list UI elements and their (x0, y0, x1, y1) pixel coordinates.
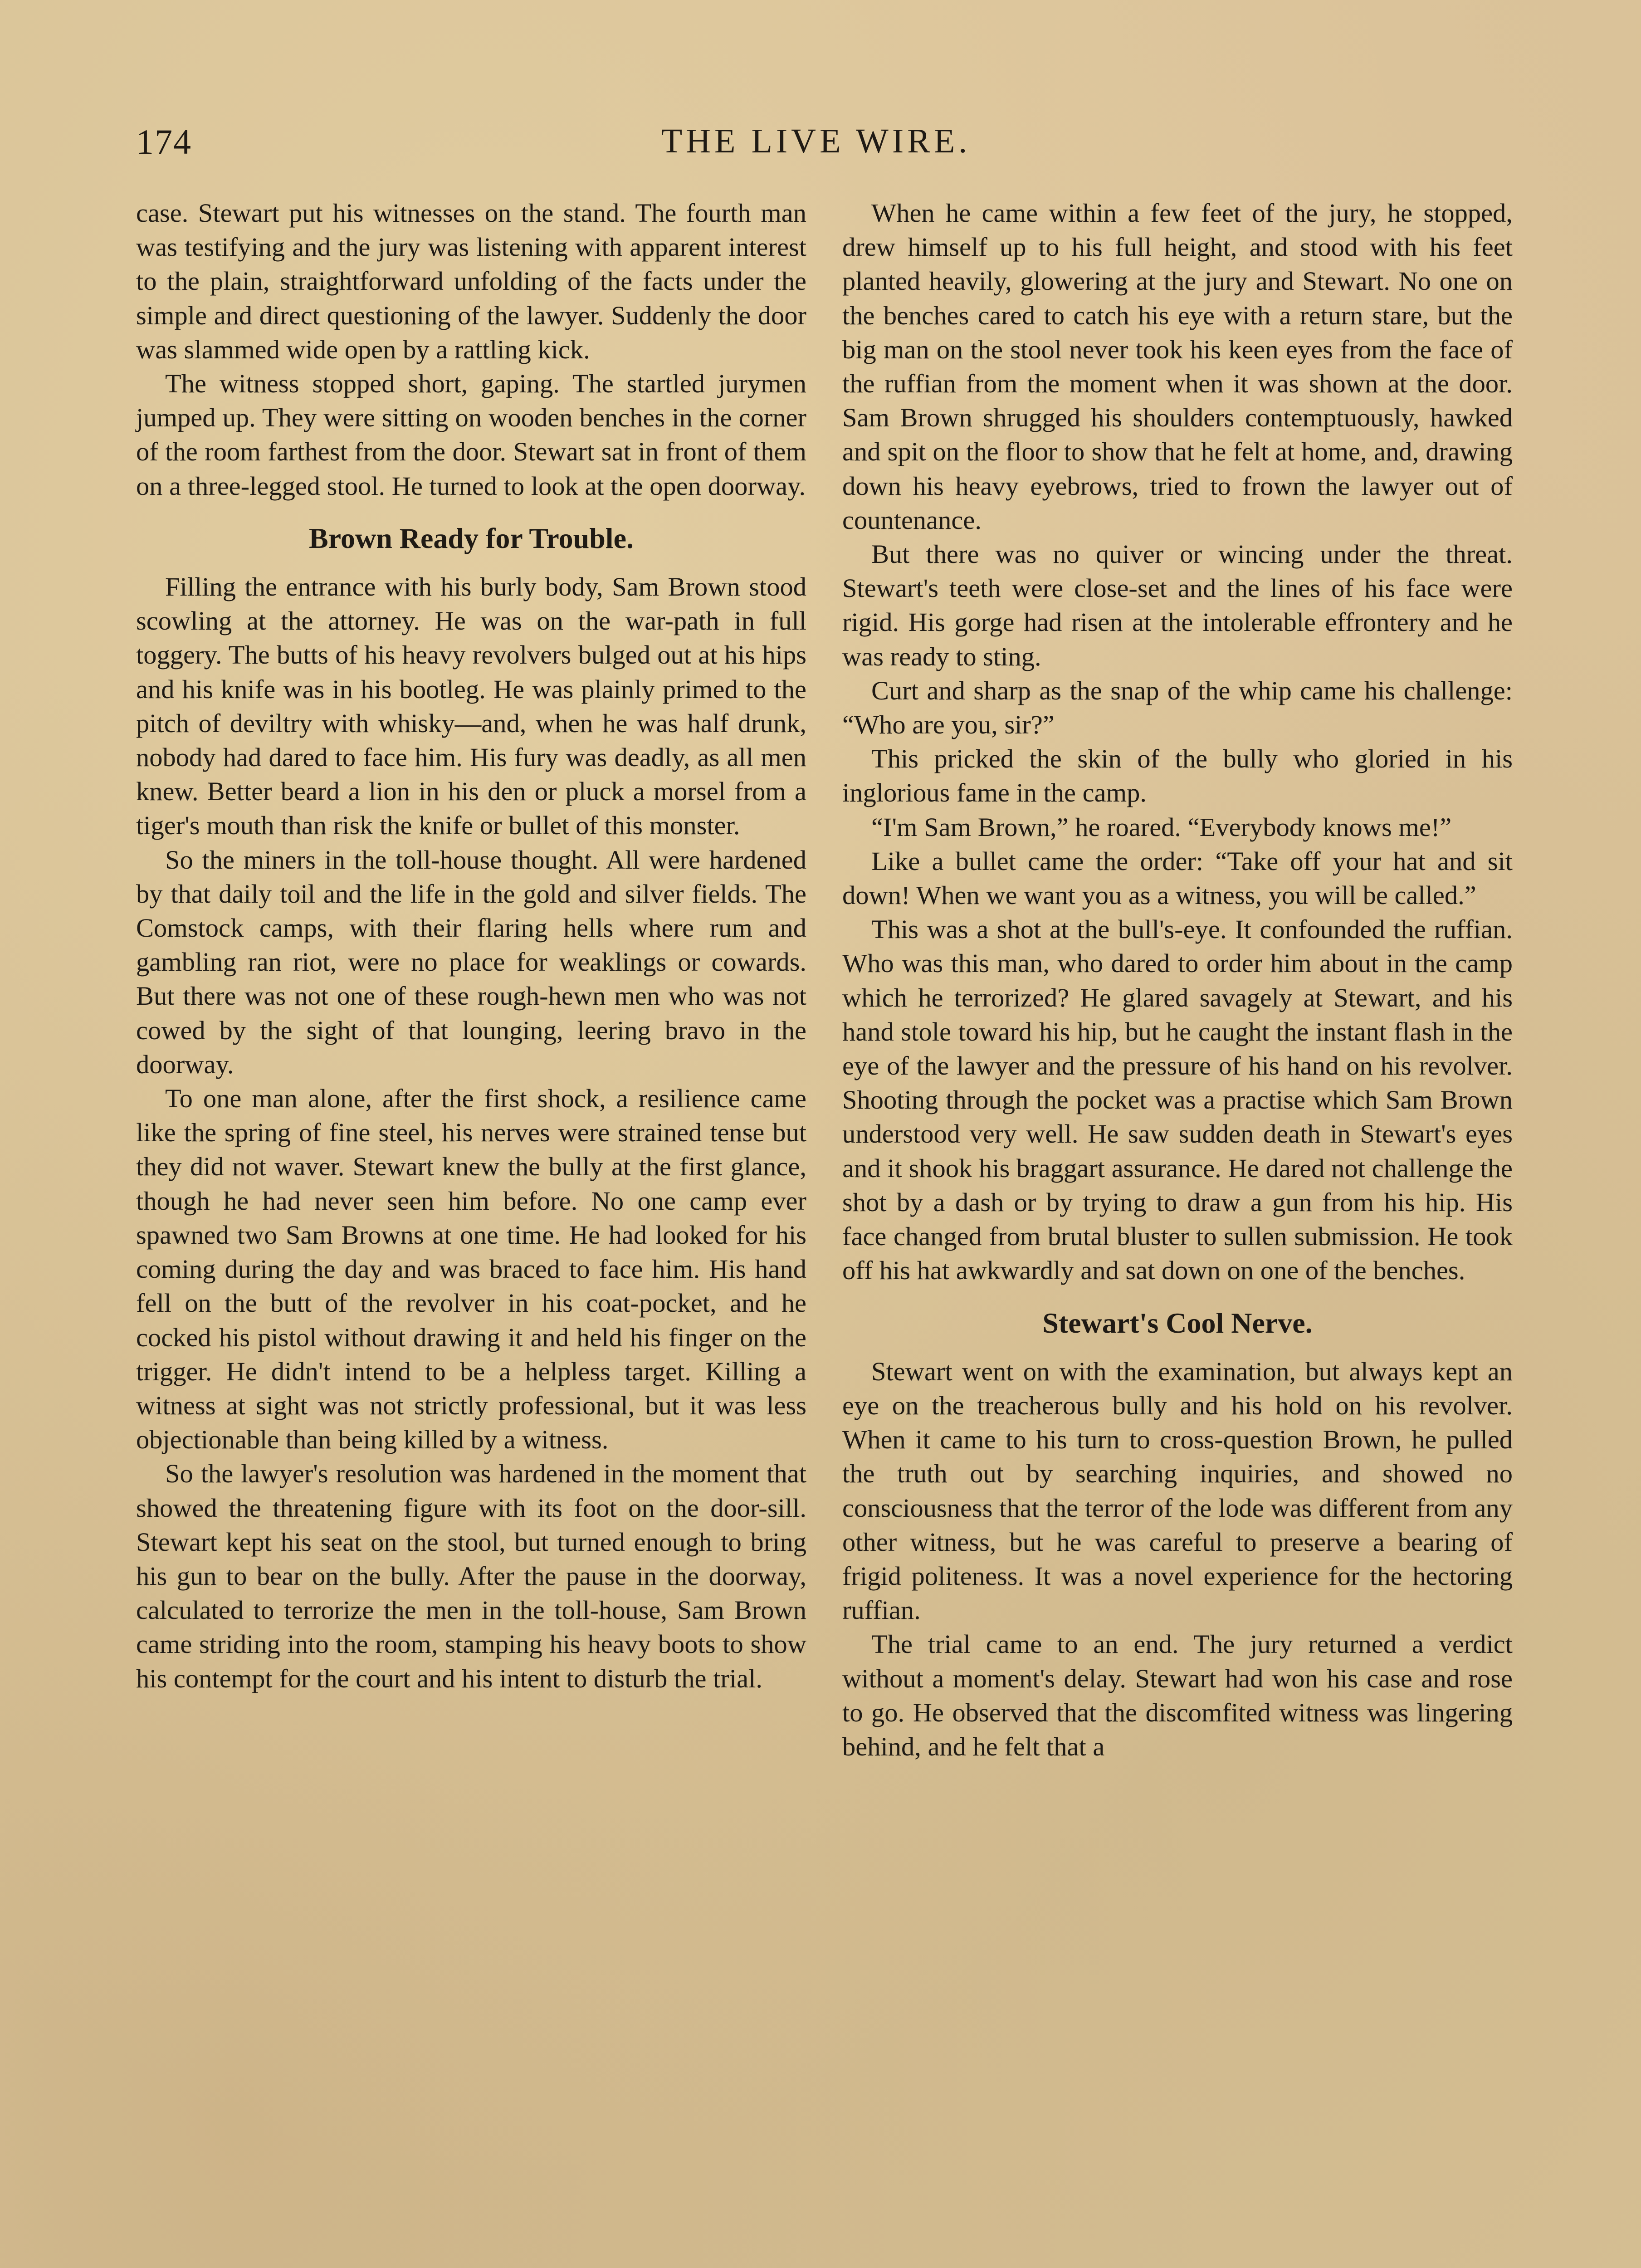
paragraph: But there was no quiver or wincing under the threat. Stewart's teeth were close-set and the lines of his face were rigid. His gorge had risen at the intolerable effrontery and he was ready to sting. (842, 539, 1513, 671)
section-heading: Brown Ready for Trouble. (309, 522, 634, 554)
section-heading: Stewart's Cool Nerve. (1042, 1306, 1313, 1339)
paragraph: The trial came to an end. The jury returned a verdict without a moment's delay. Stewart had won his case and rose to go. He observed that the discomfited witness was lingering behind, and he felt that a (842, 1629, 1513, 1761)
running-head: THE LIVE WIRE. (661, 122, 971, 160)
paragraph: Stewart went on with the examination, but always kept an eye on the treacherous bully and his hold on his revolver. When it came to his turn to cross-question Brown, he pulled the truth out by searching inquiries, and showed no consciousness that the terror of the lode was different from any other witness, but he was careful to preserve a bearing of frigid politeness. It was a novel experience for the hectoring ruffian. (842, 1356, 1513, 1625)
paragraph: “I'm Sam Brown,” he roared. “Everybody knows me!” (871, 812, 1452, 842)
paragraph: This was a shot at the bull's-eye. It confounded the ruffian. Who was this man, who dared to order him about in the camp which he terrorized? He glared savagely at Stewart, and his hand stole toward his hip, but he caught the instant flash in the eye of the lawyer and the pressure of his hand on his revolver. Shooting through the pocket was a practise which Sam Brown understood very well. He saw sudden death in Stewart's eyes and it shook his braggart assurance. He dared not challenge the shot by a dash or by trying to draw a gun from his hip. His face changed from brutal bluster to sullen submission. He took off his hat awkwardly and sat down on one of the benches. (842, 914, 1513, 1286)
paragraph: So the lawyer's resolution was hardened in the moment that showed the threatening figure with its foot on the door-sill. Stewart kept his seat on the stool, but turned enough to bring his gun to bear on the bully. After the pause in the doorway, calculated to terrorize the men in the toll-house, Sam Brown came striding into the room, stamping his heavy boots to show his contempt for the court and his intent to disturb the trial. (136, 1459, 806, 1693)
paragraph: Curt and sharp as the snap of the whip came his challenge: “Who are you, sir?” (842, 675, 1513, 740)
paragraph: Like a bullet came the order: “Take off your hat and sit down! When we want you as a witness, you will be called.” (842, 846, 1513, 910)
right-column (842, 196, 1513, 1764)
paragraph: To one man alone, after the first shock, a resilience came like the spring of fine steel, his nerves were strained tense but they did not waver. Stewart knew the bully at the first glance, though he had never seen him before. No one camp ever spawned two Sam Browns at one time. He had looked for his coming during the day and was braced to face him. His hand fell on the butt of the revolver in his coat-pocket, and he cocked his pistol without drawing it and held his finger on the trigger. He didn't intend to be a helpless target. Killing a witness at sight was not strictly professional, but it was less objectionable than being killed by a witness. (136, 1084, 806, 1455)
paragraph: When he came within a few feet of the jury, he stopped, drew himself up to his full height, and stood with his feet planted heavily, glowering at the jury and Stewart. No one on the benches cared to catch his eye with a return stare, but the big man on the stool never took his keen eyes from the face of the ruffian from the moment when it was shown at the door. Sam Brown shrugged his shoulders contemptuously, hawked and spit on the floor to show that he felt at home, and, drawing down his heavy eyebrows, tried to frown the lawyer out of countenance. (842, 198, 1513, 535)
paragraph: Filling the entrance with his burly body, Sam Brown stood scowling at the attorney. He was on the war-path in full toggery. The butts of his heavy revolvers bulged out at his hips and his knife was in his bootleg. He was plainly primed to the pitch of deviltry with whisky—and, when he was half drunk, nobody had dared to face him. His fury was deadly, as all men knew. Better beard a lion in his den or pluck a morsel from a tiger's mouth than risk the knife or bullet of this monster. (136, 572, 806, 841)
paragraph: This pricked the skin of the bully who gloried in his inglorious fame in the camp. (842, 744, 1513, 808)
paragraph: The witness stopped short, gaping. The startled jurymen jumped up. They were sitting on wooden benches in the corner of the room farthest from the door. Stewart sat in front of them on a three-legged stool. He turned to look at the open doorway. (136, 369, 806, 501)
left-column (136, 196, 806, 1696)
paragraph: So the miners in the toll-house thought. All were hardened by that daily toil and the life in the gold and silver fields. The Comstock camps, with their flaring hells where rum and gambling ran riot, were no place for weaklings or cowards. But there was not one of these rough-hewn men who was not cowed by the sight of that lounging, leering bravo in the doorway. (136, 845, 806, 1079)
paragraph: case. Stewart put his witnesses on the stand. The fourth man was testifying and the jury was listening with apparent interest to the plain, straightforward unfolding of the facts under the simple and direct questioning of the lawyer. Suddenly the door was slammed wide open by a rattling kick. (136, 198, 806, 364)
page-header (136, 122, 1496, 171)
page-number: 174 (136, 122, 192, 161)
